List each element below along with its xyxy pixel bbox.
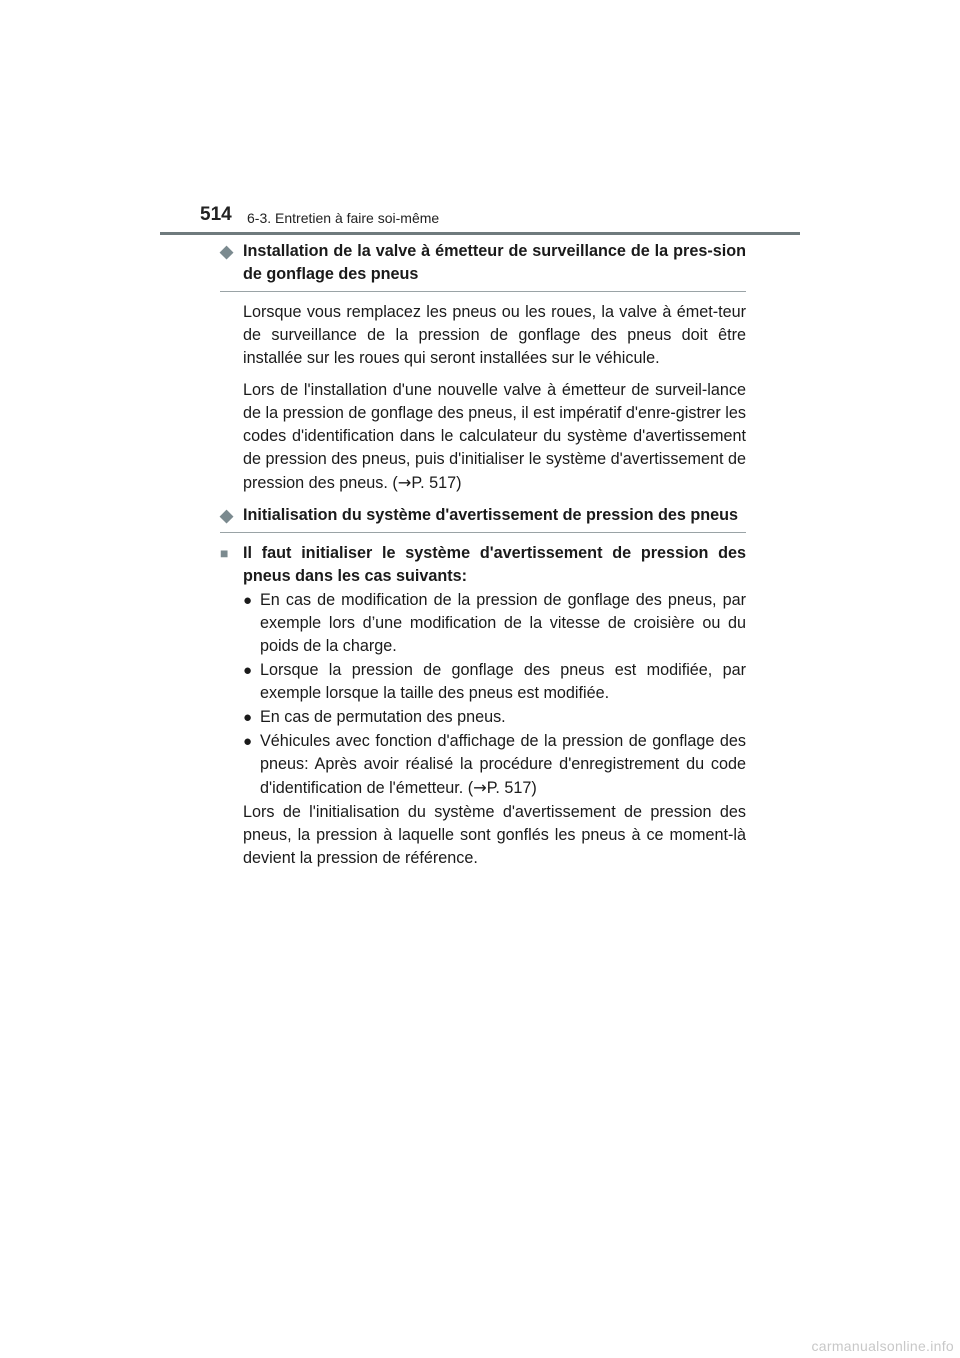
init-heading [220,504,746,527]
bullet-dot-icon: ● [243,733,253,750]
valve-paragraph-1: Lorsque vous remplacez les pneus ou les roues, la valve à émet-teur de surveillance de la pression de gonflage des pneus doit être installée sur les roues qui seront installées sur le véhicule. [243,303,746,367]
heading-rule [220,291,746,292]
square-icon: ■ [220,545,229,561]
arrow-icon: → [397,473,412,492]
page-content [220,240,746,870]
page-header [200,202,800,242]
list-item: ● En cas de modification de la pression de gonflage des pneus, par exemple lors d’une modification de la vitesse de croisière ou du poids de la charge. [243,591,746,655]
list-item: ● En cas de permutation des pneus. [243,706,746,729]
page-number: 514 [200,204,232,225]
list-item: ● Véhicules avec fonction d'affichage de la pression de gonflage des pneus: Après avoir réalisé la procédure d'enregistrement du code d'identification de l'émetteur. (→P. 517) [243,732,746,797]
init-subheading-text: Il faut initialiser le système d'avertissement de pression des pneus dans les cas suivants: [243,544,746,585]
list-item: ● Lorsque la pression de gonflage des pneus est modifiée, par exemple lorsque la taille des pneus est modifiée. [243,661,746,702]
valve-paragraph-2: Lors de l'installation d'une nouvelle valve à émetteur de surveil-lance de la pression de gonflage des pneus, il est impératif d'enre-gistrer les codes d'identification dans le calculateur du système d'avertissement de pression des pneus, puis d'initialiser le système d'avertissement de pression des pneus. (→P. 517) [243,381,746,492]
init-subheading [220,542,746,588]
header-rule [160,232,800,235]
bullet-dot-icon: ● [243,592,253,609]
page-reference: P. 517) [411,474,462,492]
bullet-dot-icon: ● [243,662,253,679]
diamond-icon: ◆ [220,242,234,261]
init-heading-text: Initialisation du système d'avertissement de pression des pneus [243,506,739,524]
bullet-dot-icon: ● [243,709,253,726]
arrow-icon: → [473,778,487,797]
watermark: carmanualsonline.info [811,1338,954,1354]
section-title: 6-3. Entretien à faire soi-même [247,210,440,226]
page-reference: P. 517) [486,779,537,797]
heading-rule [220,532,746,533]
init-closing-paragraph: Lors de l'initialisation du système d'avertissement de pression des pneus, la pression à laquelle sont gonflés les pneus à ce moment-là devient la pression de référence. [243,803,746,867]
diamond-icon: ◆ [220,506,234,525]
valve-heading-text: Installation de la valve à émetteur de surveillance de la pres-sion de gonflage des pneus [243,242,746,283]
valve-heading [220,240,746,286]
